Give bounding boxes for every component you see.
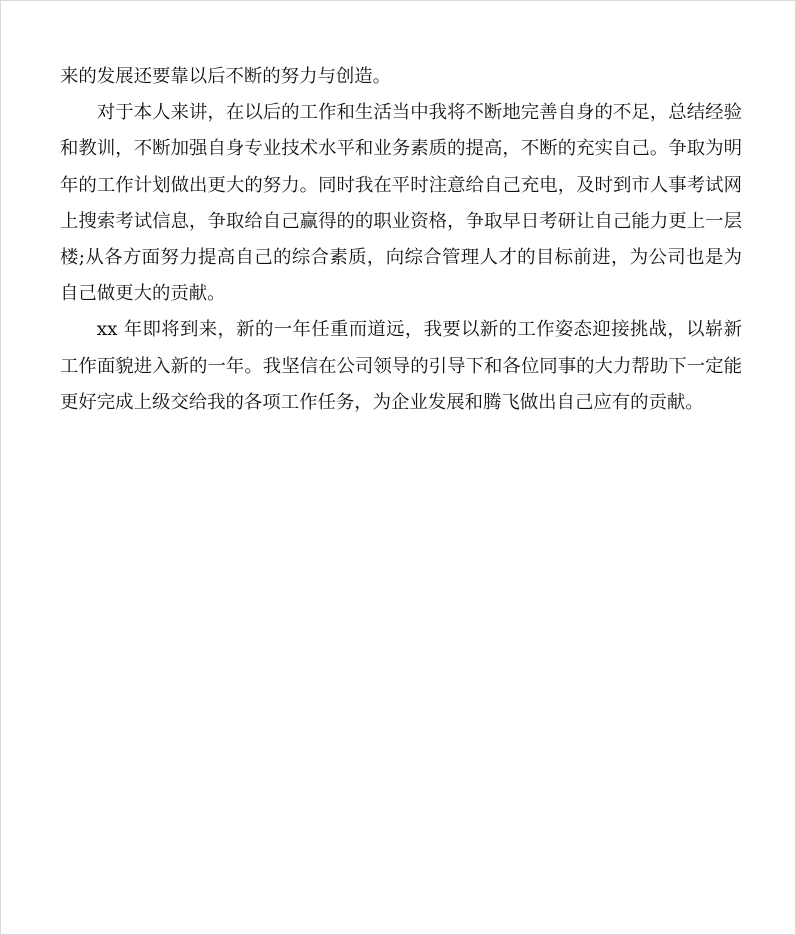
paragraph-new-year: xx 年即将到来，新的一年任重而道远，我要以新的工作姿态迎接挑战，以崭新工作面貌进入新的一年。我坚信在公司领导的引导下和各位同事的大力帮助下一定能更好完成上级交给我的各项工作任务，为企业发展和腾飞做出自己应有的贡献。 bbox=[60, 319, 742, 413]
paragraph-self-improvement: 对于本人来讲，在以后的工作和生活当中我将不断地完善自身的不足，总结经验和教训，不断加强自身专业技术水平和业务素质的提高，不断的充实自己。争取为明年的工作计划做出更大的努力。同时我在平时注意给自己充电，及时到市人事考试网上搜索考试信息，争取给自己赢得的的职业资格，争取早日考研让自己能力更上一层楼;从各方面努力提高自己的综合素质，向综合管理人才的目标前进，为公司也是为自己做更大的贡献。 bbox=[60, 102, 742, 305]
document-body bbox=[60, 59, 742, 421]
paragraph-continuation: 来的发展还要靠以后不断的努力与创造。 bbox=[60, 66, 392, 87]
